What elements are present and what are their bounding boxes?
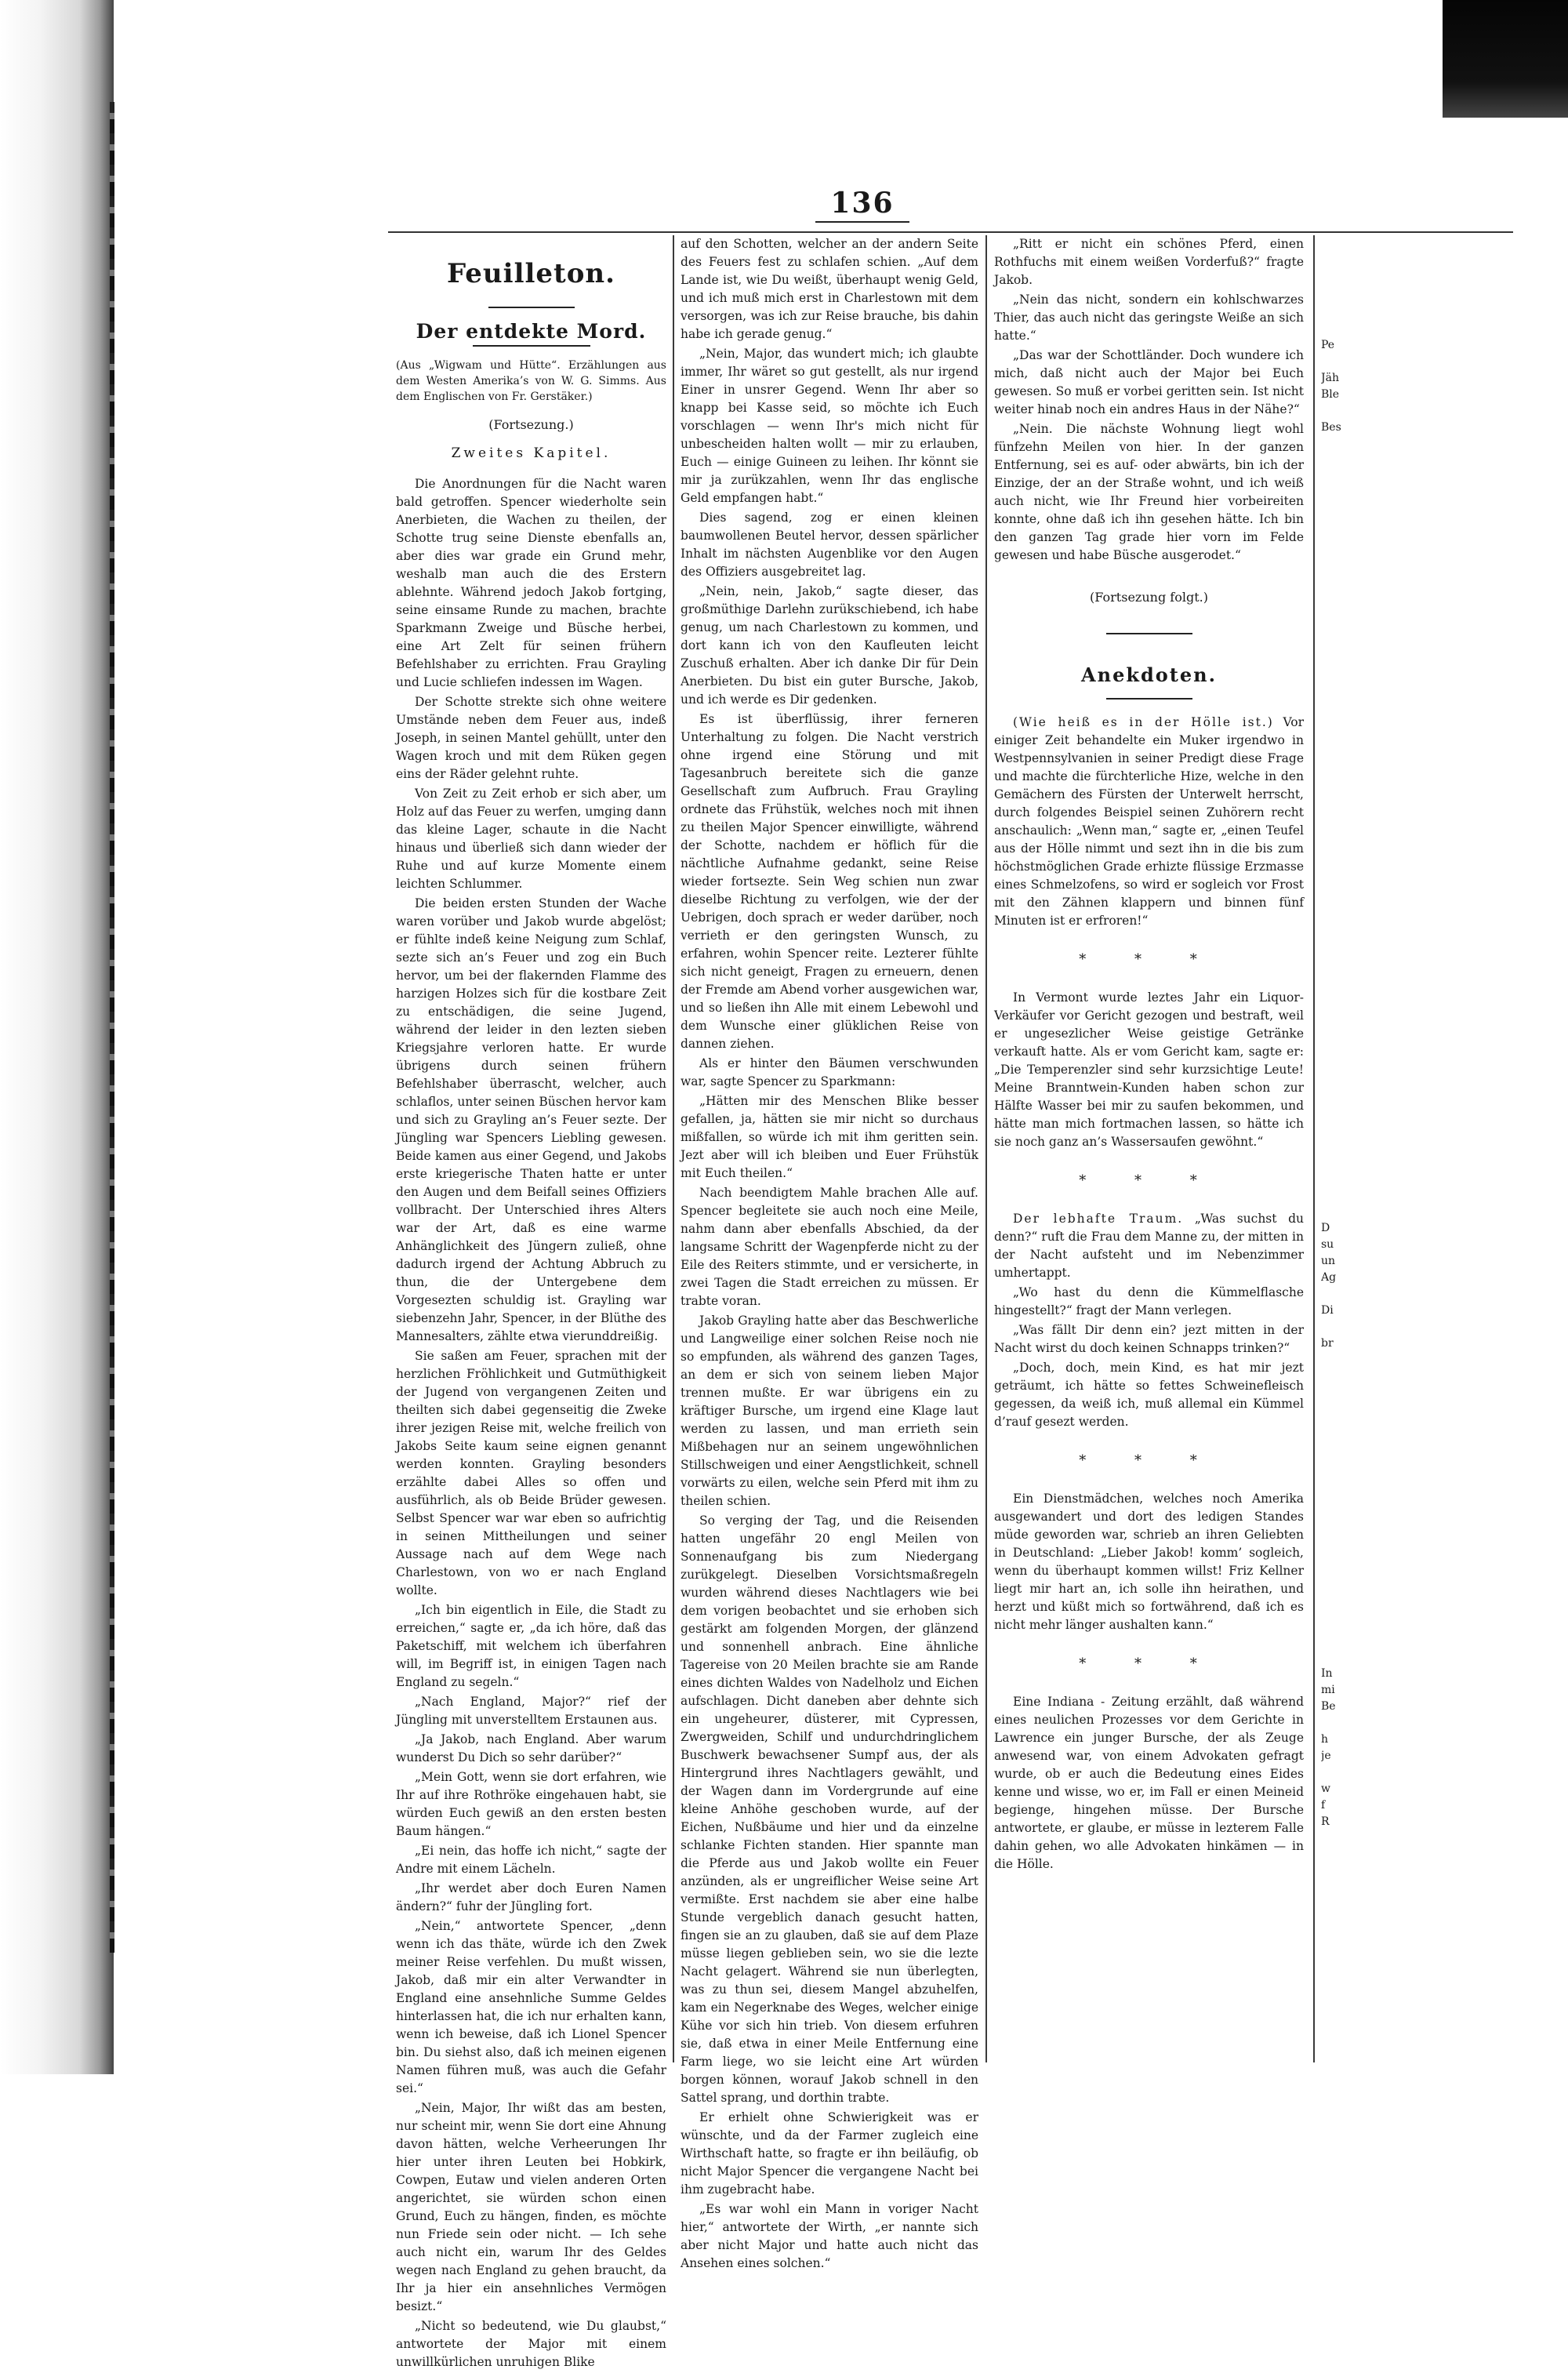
paragraph: „Das war der Schottländer. Doch wundere ich mich, daß nicht auch der Major bei Euch gewesen. So muß er vorbei geritten sein. Ist nicht weiter hinab noch ein andres Haus in der Nähe?“ bbox=[994, 348, 1304, 416]
anecdote-paragraph bbox=[994, 1210, 1304, 1282]
column-rule-2 bbox=[985, 235, 987, 2062]
paragraph: Die beiden ersten Stunden der Wache waren vorüber und Jakob wurde abgelöst; er fühlte indeß keine Neigung zum Schlaf, sezte sich an’s Feuer und zog ein Buch hervor, um bei der flakernden Flamme des harzigen Holzes sich für die kostbare Zeit zu entschädigen, die seine Jugend, während der leider in den lezten sieben Kriegsjahre verloren hatte. Er wurde übrigens durch seinen frühern Befehlshaber überrascht, welcher, auch schlaflos, unter seinen Büschen hervor kam und sich zu Grayling an’s Feuer sezte. Der Jüngling war Spencers Liebling gewesen. Beide kamen aus einer Gegend, und Jakobs erste kriegerische Thaten hatte er unter den Augen und dem Beifall seines Offiziers vollbracht. Der Unterschied ihres Alters war der Art, daß es eine warme Anhänglichkeit des Jüngern zuließ, ohne dadurch irgend der Achtung Abbruch zu thun, die der Untergebene dem Vorgesezten schuldig ist. Grayling war siebenzehn Jahr, Spencer, in der Blüthe des Mannesalters, zählte etwa vierunddreißig. bbox=[396, 896, 666, 1343]
column-rule-3 bbox=[1313, 235, 1315, 2062]
article-title-rule bbox=[473, 345, 590, 347]
scan-left-margin bbox=[0, 0, 114, 2074]
anecdote-text: Vor einiger Zeit behandelte ein Muker irgendwo in Westpennsylvanien in seiner Predigt diese Frage und machte die fürchterliche Hize, welche in den Gemächern des Fürsten der Unterwelt herrscht, durch folgendes Beispiel seinen Zuhörern recht anschaulich: „Wenn man,“ sagte er, „einen Teufel aus der Hölle nimmt und sezt ihn in die bis zum höchstmöglichen Grade erhizte flüssige Erzmasse eines Schmelzofens, so wird er sogleich vor Frost mit den Zähnen klappern und binnen fünf Minuten ist er erfroren!“ bbox=[994, 715, 1304, 928]
paragraph: „Ich bin eigentlich in Eile, die Stadt zu erreichen,“ sagte er, „da ich höre, daß das Paketschiff, mit welchem ich überfahren will, im Begriff ist, in einigen Tagen nach England zu segeln.“ bbox=[396, 1603, 666, 1689]
fragment-line: h bbox=[1321, 1733, 1329, 1746]
paragraph: Dies sagend, zog er einen kleinen baumwollenen Beutel hervor, dessen spärlicher Inhalt im nächsten Augenblike vor den Augen des Offiziers ausgebreitet lag. bbox=[681, 511, 978, 579]
fragment-line: In bbox=[1321, 1667, 1333, 1680]
fragment-line: Pe bbox=[1321, 339, 1335, 351]
column-rule-1 bbox=[673, 235, 674, 2062]
anecdote-separator: * * * bbox=[1079, 1452, 1219, 1469]
paragraph: Als er hinter den Bäumen verschwunden war, sagte Spencer zu Sparkmann: bbox=[681, 1056, 978, 1088]
paragraph: Nach beendigtem Mahle brachen Alle auf. Spencer begleitete sie auch noch eine Meile, nahm dann aber ebenfalls Abschied, da der langsame Schritt der Wagenpferde nicht zu der Eile des Reiters stimmte, und er versicherte, in zwei Tagen die Stadt erreichen zu müssen. Er trabte voran. bbox=[681, 1186, 978, 1308]
paragraph: „Nein,“ antwortete Spencer, „denn wenn ich das thäte, würde ich den Zwek meiner Reise verfehlen. Du mußt wissen, Jakob, daß mir ein alter Verwandter in England eine ansehnliche Summe Geldes hinterlassen hat, die ich nur erhalten kann, wenn ich beweise, daß ich Lionel Spencer bin. Du siehst also, daß ich meinen eigenen Namen führen muß, was auch die Gefahr sei.“ bbox=[396, 1919, 666, 2095]
paragraph: „Ihr werdet aber doch Euren Namen ändern?“ fuhr der Jüngling fort. bbox=[396, 1881, 666, 1913]
fragment-line: Bes bbox=[1321, 421, 1341, 434]
paragraph: So verging der Tag, und die Reisenden hatten ungefähr 20 engl Meilen von Sonnenaufgang bis zum Niedergang zurükgelegt. Dieselben Vorsichtsmaßregeln wurden während dieses Nachtlagers wie bei dem vorigen beobachtet und sie erhoben sich gestärkt am folgenden Morgen, der glänzend und sonnenhell anbrach. Eine ähnliche Tagereise von 20 Meilen brachte sie am Rande eines dichten Waldes von Nadelholz und Eichen aufschlagen. Dicht daneben aber dehnte sich ein ungeheurer, düsterer, mit Cypressen, Zwergweiden, Schilf und undurchdringlichem Buschwerk bewachsener Sumpf aus, der als Hintergrund ihres Nachtlagers gewählt, und der Wagen dann im Vordergrunde auf eine kleine Anhöhe geschoben wurde, auf der Eichen, Nußbäume und hier und da einzelne schlanke Fichten standen. Hier spannte man die Pferde aus und Jakob wollte ein Feuer anzünden, als er ungreiflicher Weise seine Art vermißte. Erst nachdem sie aber eine halbe Stunde vergeblich danach gesucht hatten, fingen sie an zu glauben, daß sie auf dem Plaze müsse liegen geblieben sein, wo sie die lezte Nacht gelagert. Während sie nun überlegten, was zu thun sei, diesem Mangel abzuhelfen, kam ein Negerknabe des Weges, welcher einige Kühe vor sich hin trieb. Von diesem erfuhren sie, daß etwa in einer Meile Entfernung eine Farm liege, wo sie leicht eine Art würden borgen können, worauf Jakob schnell in den Sattel sprang, und dorthin trabte. bbox=[681, 1514, 978, 2105]
chapter-heading: Zweites Kapitel. bbox=[451, 445, 612, 461]
anecdote-separator: * * * bbox=[1079, 1655, 1219, 1672]
paragraph: Sie saßen am Feuer, sprachen mit der herzlichen Fröhlichkeit und Gutmüthigkeit der Jugend von vergangenen Zeiten und theilten sich dabei gegenseitig die Zweke ihrer jezigen Reise mit, welche freilich von Jakobs Seite kaum seine eignen genannt werden konnten. Grayling besonders erzählte dabei Alles so offen und ausführlich, als ob Beide Brüder gewesen. Selbst Spencer war war eben so aufrichtig in seinen Mittheilungen und seiner Aussage nach auf dem Wege nach Charlestown, von wo er nach England wollte. bbox=[396, 1349, 666, 1597]
fragment-line bbox=[1321, 1286, 1462, 1303]
continuation-note: (Fortsezung.) bbox=[488, 417, 574, 432]
fragment-line: mi bbox=[1321, 1684, 1335, 1696]
paragraph: „Nein. Die nächste Wohnung liegt wohl fünfzehn Meilen von hier. In der ganzen Entfernung, sei es auf- oder abwärts, bin ich der Einzige, der an der Straße wohnt, und ich weiß auch nicht, wie Ihr Freund hier vorbeireiten konnte, ohne daß ich ihn gesehen hätte. Ich bin den ganzen Tag grade hier vorn im Felde gewesen und habe Büsche ausgerodet.“ bbox=[994, 422, 1304, 562]
paragraph: „Ei nein, das hoffe ich nicht,“ sagte der Andre mit einem Lächeln. bbox=[396, 1844, 666, 1876]
article-source: (Aus „Wigwam und Hütte“. Erzählungen aus dem Westen Amerika’s von W. G. Simms. Aus dem Englischen von Fr. Gerstäker.) bbox=[396, 359, 666, 403]
fragment-line: R bbox=[1321, 1815, 1330, 1828]
scan-binding-edge bbox=[110, 102, 114, 1953]
anecdote-lead: Der lebhafte Traum. bbox=[1013, 1212, 1184, 1226]
paragraph: „Nein, nein, Jakob,“ sagte dieser, das großmüthige Darlehn zurükschiebend, ich habe genug, um nach Charlestown zu kommen, und dort kann ich von den Kaufleuten leicht Zuschuß erhalten. Aber ich danke Dir für Dein Anerbieten. Du bist ein guter Bursche, Jakob, und ich werde es Dir gedenken. bbox=[681, 584, 978, 707]
anecdote-paragraph: Ein Dienstmädchen, welches noch Amerika ausgewandert und dort des ledigen Standes müde geworden war, schrieb an ihren Geliebten in Deutschland: „Lieber Jakob! komm’ sogleich, wenn du überhaupt kommen willst! Friz Kellner liegt mir hart an, ich solle ihn heirathen, und herzt und küßt mich so fortwährend, daß ich es nicht mehr länger aushalten kann.“ bbox=[994, 1492, 1304, 1632]
header-rule bbox=[388, 231, 1513, 233]
column-2 bbox=[681, 235, 978, 2274]
fragment-line: Ble bbox=[1321, 388, 1340, 401]
anecdote-paragraph: Eine Indiana - Zeitung erzählt, daß während eines neulichen Prozesses vor dem Gerichte in Lawrence ein junger Bursche, der als Zeuge anwesend war, von einem Advokaten gefragt wurde, ob er auch die Bedeutung eines Eides kenne und wisse, wo er, im Fall er einen Meineid begienge, hingehen müsse. Der Bursche antwortete, er glaube, er müsse in lezterem Falle dahin gehen, wo alle Advokaten hinkämen — in die Hölle. bbox=[994, 1695, 1304, 1871]
continuation-end-note: (Fortsezung folgt.) bbox=[1090, 590, 1208, 605]
paragraph: auf den Schotten, welcher an der andern Seite des Feuers fest zu schlafen schien. „Auf dem Lande ist, wie Du weißt, überhaupt wenig Geld, und ich muß mich erst in Charlestown mit dem versorgen, was ich zur Reise brauche, bis dahin habe ich gerade genug.“ bbox=[681, 237, 978, 341]
paragraph: „Mein Gott, wenn sie dort erfahren, wie Ihr auf ihre Rothröke eingehauen habt, sie würden Euch gewiß an den ersten besten Baum hängen.“ bbox=[396, 1770, 666, 1838]
paragraph: „Nein, Major, Ihr wißt das am besten, nur scheint mir, wenn Sie dort eine Ahnung davon hätten, welche Verheerungen Ihr hier unter ihren Leuten bei Hobkirk, Cowpen, Eutaw und vielen anderen Orten angerichtet, sie würden schon einen Grund, Euch zu hängen, finden, es möchte nun Friede sein oder nicht. — Ich sehe auch nicht ein, warum Ihr des Geldes wegen nach England zu gehen braucht, da Ihr ja hier ein ansehnliches Vermögen besizt.“ bbox=[396, 2101, 666, 2313]
fragment-line: su bbox=[1321, 1238, 1334, 1251]
paragraph: „Hätten mir des Menschen Blike besser gefallen, ja, hätten sie mir nicht so durchaus mißfallen, so würde ich mit ihm geritten sein. Jezt aber will ich bleiben und Euer Frühstük mit Euch theilen.“ bbox=[681, 1094, 978, 1180]
anecdotes-heading: Anekdoten. bbox=[1081, 663, 1217, 686]
separator-rule bbox=[1106, 633, 1192, 634]
anecdote-paragraph: „Doch, doch, mein Kind, es hat mir jezt geträumt, ich hätte so fettes Schweinefleisch gegessen, da weiß ich, muß allemal ein Kümmel d’rauf gesezt werden. bbox=[994, 1361, 1304, 1429]
paragraph: „Nicht so bedeutend, wie Du glaubst,“ antwortete der Major mit einem unwillkürlichen unruhigen Blike bbox=[396, 2319, 666, 2369]
paragraph: Jakob Grayling hatte aber das Beschwerliche und Langweilige einer solchen Reise noch nie so empfunden, als während des ganzen Tages, an dem er sich von seinem lieben Major trennen mußte. Er war übrigens ein zu kräftiger Bursche, um irgend eine Klage laut werden zu lassen, und man errieth sein Mißbehagen nur an seinem ungewöhnlichen Stillschweigen und einer Aengstlichkeit, schnell vorwärts zu eilen, welche sein Pferd mit ihm zu theilen schien. bbox=[681, 1314, 978, 1508]
fragment-line bbox=[1321, 1715, 1462, 1732]
fragment-line bbox=[1321, 1319, 1462, 1335]
column-3 bbox=[994, 235, 1304, 1875]
anecdote-paragraph: „Was fällt Dir denn ein? jezt mitten in der Nacht wirst du doch keinen Schnapps trinken?“ bbox=[994, 1323, 1304, 1355]
paragraph: „Nach England, Major?“ rief der Jüngling mit unverstelltem Erstaunen aus. bbox=[396, 1695, 666, 1727]
fragment-line: un bbox=[1321, 1255, 1336, 1267]
column-1 bbox=[396, 235, 666, 2373]
page-number-rule bbox=[815, 221, 909, 223]
section-rule bbox=[488, 307, 575, 308]
fragment-line: je bbox=[1321, 1750, 1331, 1762]
paragraph: Er erhielt ohne Schwierigkeit was er wünschte, und da der Farmer zugleich eine Wirthschaft hatte, so fragte er ihn beiläufig, ob nicht Major Spencer die vergangene Nacht bei ihm zugebracht habe. bbox=[681, 2110, 978, 2197]
paragraph: „Es war wohl ein Mann in voriger Nacht hier,“ antwortete der Wirth, „er nannte sich aber nicht Major und hatte auch nicht das Ansehen eines solchen.“ bbox=[681, 2202, 978, 2270]
anecdote-text: „Was suchst du denn?“ ruft die Frau dem Manne zu, der mitten in der Nacht aufsteht und im Nebenzimmer umhertappt. bbox=[994, 1212, 1304, 1280]
fragment-line bbox=[1321, 354, 1462, 370]
paragraph: „Ritt er nicht ein schönes Pferd, einen Rothfuchs mit einem weißen Vorderfuß?“ fragte Jakob. bbox=[994, 237, 1304, 287]
paragraph: „Ja Jakob, nach England. Aber warum wunderst Du Dich so sehr darüber?“ bbox=[396, 1732, 666, 1764]
fragment-line: Be bbox=[1321, 1700, 1336, 1713]
fragment-line: w bbox=[1321, 1782, 1330, 1795]
fragment-line bbox=[1321, 403, 1462, 420]
page-number: 136 bbox=[830, 187, 895, 220]
fragment-line bbox=[1321, 1764, 1462, 1781]
paragraph: Es ist überflüssig, ihrer ferneren Unterhaltung zu folgen. Die Nacht verstrich ohne irgend eine Störung und mit Tagesanbruch bereitete sich die ganze Gesellschaft zum Aufbruch. Frau Grayling ordnete das Frühstük, welches noch mit ihnen zu theilen Major Spencer einwilligte, während der Schotte, nachdem er höflich für die nächtliche Aufnahme gedankt, seine Reise wieder fortsezte. Sein Weg schien nun zwar dieselbe Richtung zu verfolgen, wie der der Uebrigen, doch sprach er weder darüber, noch verrieth er den geringsten Wunsch, zu erfahren, wohin Spencer reite. Lezterer fühlte sich nicht geneigt, Fragen zu erneuern, denen der Fremde am Abend vorher ausgewichen war, und so ließen ihn Alle mit einem Lebewohl und dem Wunsche einer glüklichen Reise von dannen ziehen. bbox=[681, 712, 978, 1051]
anecdotes-rule bbox=[1106, 698, 1192, 700]
anecdote-paragraph bbox=[994, 714, 1304, 930]
section-title: Feuilleton. bbox=[447, 258, 615, 289]
paragraph: Von Zeit zu Zeit erhob er sich aber, um Holz auf das Feuer zu werfen, umging dann das kleine Lager, schaute in die Nacht hinaus und überließ sich dann wieder der Ruhe und auf kurze Momente einem leichten Schlummer. bbox=[396, 787, 666, 891]
anecdote-lead: (Wie heiß es in der Hölle ist.) bbox=[1013, 715, 1274, 729]
fragment-line: br bbox=[1321, 1337, 1334, 1350]
fragment-line: Di bbox=[1321, 1304, 1334, 1317]
fragment-line: Ag bbox=[1321, 1271, 1337, 1284]
paragraph: „Nein das nicht, sondern ein kohlschwarzes Thier, das auch nicht das geringste Weiße an sich hatte.“ bbox=[994, 293, 1304, 343]
anecdote-paragraph: „Wo hast du denn die Kümmelflasche hingestellt?“ fragt der Mann verlegen. bbox=[994, 1285, 1304, 1317]
anecdote-separator: * * * bbox=[1079, 951, 1219, 968]
anecdote-paragraph: In Vermont wurde leztes Jahr ein Liquor-Verkäufer vor Gericht gezogen und bestraft, weil er ungesezlicher Weise geistige Getränke verkauft hatte. Als er vom Gericht kam, sagte er: „Die Temperenzler sind sehr kurzsichtige Leute! Meine Branntwein-Kunden haben schon zur Hälfte Wasser bei mir zu saufen bekommen, und hätte man mich fortmachen lassen, so hätte ich sie noch ganz an’s Wassersaufen gewöhnt.“ bbox=[994, 990, 1304, 1149]
fragment-line: f bbox=[1321, 1799, 1326, 1812]
article-title: Der entdekte Mord. bbox=[416, 320, 647, 343]
paragraph: Die Anordnungen für die Nacht waren bald getroffen. Spencer wiederholte sein Anerbieten, die Wachen zu theilen, der Schotte trug seine Dienste ebenfalls an, aber dies war grade ein Grund mehr, weshalb man auch die des Erstern ablehnte. Während jedoch Jakob fortging, seine einsame Runde zu machen, brachte Sparkmann Zweige und Büsche herbei, eine Art Zelt für seinen frühern Befehlshaber zu errichten. Frau Grayling und Lucie schliefen indessen im Wagen. bbox=[396, 477, 666, 689]
column-4-fragments bbox=[1321, 235, 1462, 1830]
paragraph: „Nein, Major, das wundert mich; ich glaubte immer, Ihr wäret so gut gestellt, als nur irgend Einer in unsrer Gegend. Wenn Ihr aber so knapp bei Kasse seid, so möchte ich Euch vorschlagen — wenn Ihr's mich nicht für unbescheiden halten wollt — mir zu erlauben, Euch — einige Guineen zu leihen. Ihr könnt sie mir ja zurükzahlen, wenn Ihr das englische Geld empfangen habt.“ bbox=[681, 347, 978, 505]
anecdote-separator: * * * bbox=[1079, 1172, 1219, 1189]
scan-dark-corner bbox=[1443, 0, 1568, 118]
fragment-line: D bbox=[1321, 1222, 1330, 1234]
fragment-line: Jäh bbox=[1321, 372, 1339, 384]
paragraph: Der Schotte strekte sich ohne weitere Umstände neben dem Feuer aus, indeß Joseph, in seinen Mantel gehüllt, unter den Wagen kroch und mit dem Rüken gegen eins der Räder gelehnt ruhte. bbox=[396, 695, 666, 781]
